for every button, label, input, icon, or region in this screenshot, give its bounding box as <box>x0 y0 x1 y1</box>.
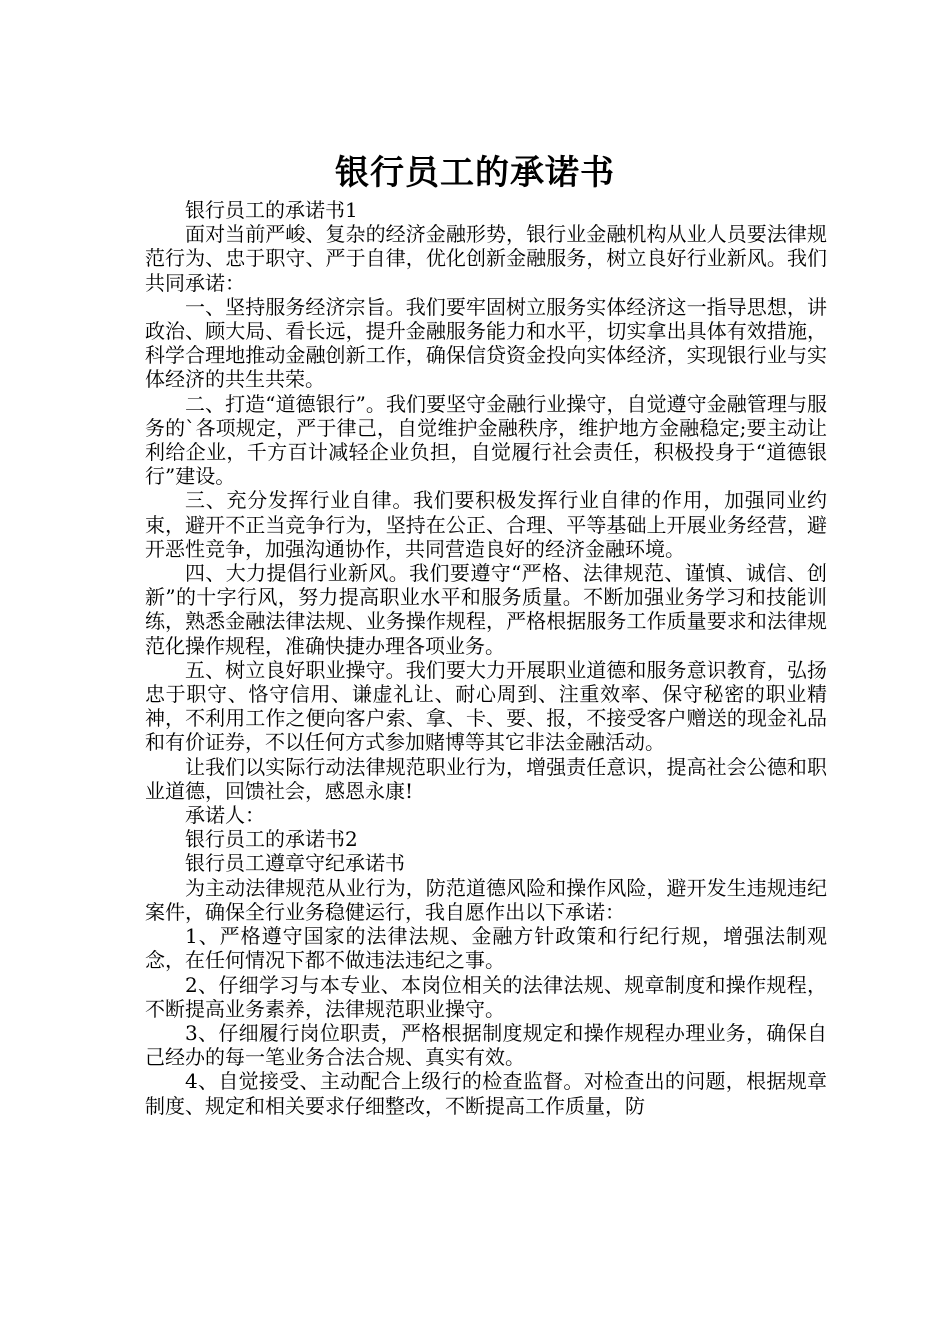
paragraph: 为主动法律规范从业行为，防范道德风险和操作风险，避开发生违规违纪案件，确保全行业务稳健运行，我自愿作出以下承诺： <box>145 875 827 924</box>
paragraph: 五、树立良好职业操守。我们要大力开展职业道德和服务意识教育，弘扬忠于职守、恪守信用、谦虚礼让、耐心周到、注重效率、保守秘密的职业精神，不利用工作之便向客户索、拿、卡、要、报，不接受客户赠送的现金礼品和有价证券，不以任何方式参加赌博等其它非法金融活动。 <box>145 657 827 755</box>
paragraph: 银行员工的承诺书1 <box>185 198 358 222</box>
paragraph: 承诺人： <box>185 803 265 828</box>
paragraph: 一、坚持服务经济宗旨。我们要牢固树立服务实体经济这一指导思想，讲政治、顾大局、看长远，提升金融服务能力和水平，切实拿出具体有效措施，科学合理地推动金融创新工作，确保信贷资金投向实体经济，实现银行业与实体经济的共生共荣。 <box>145 294 827 392</box>
paragraph: 四、大力提倡行业新风。我们要遵守“严格、法律规范、谨慎、诚信、创新”的十字行风，努力提高职业水平和服务质量。不断加强业务学习和技能训练，熟悉金融法律法规、业务操作规程，严格根据服务工作质量要求和法律规范化操作规程，准确快捷办理各项业务。 <box>145 561 827 658</box>
paragraph: 三、充分发挥行业自律。我们要积极发挥行业自律的作用，加强同业约束，避开不正当竞争行为，坚持在公正、合理、平等基础上开展业务经营，避开恶性竞争，加强沟通协作，共同营造良好的经济金融环境。 <box>145 488 827 561</box>
paragraph: 二、打造“道德银行”。我们要坚守金融行业操守，自觉遵守金融管理与服务的`各项规定，严于律己，自觉维护金融秩序，维护地方金融稳定;要主动让利给企业，千方百计减轻企业负担，自觉履行社会责任，积极投身于“道德银行”建设。 <box>145 391 827 489</box>
paragraph: 1、严格遵守国家的法律法规、金融方针政策和行纪行规，增强法制观念，在任何情况下都不做违法违纪之事。 <box>145 924 827 973</box>
document-body <box>145 198 827 1118</box>
paragraph: 3、仔细履行岗位职责，严格根据制度规定和操作规程办理业务，确保自己经办的每一笔业务合法合规、真实有效。 <box>145 1020 827 1070</box>
document-title: 银行员工的承诺书 <box>335 152 615 193</box>
paragraph: 让我们以实际行动法律规范职业行为，增强责任意识，提高社会公德和职业道德，回馈社会，感恩永康! <box>145 754 827 803</box>
paragraph: 银行员工的承诺书2 <box>185 827 358 852</box>
paragraph: 面对当前严峻、复杂的经济金融形势，银行业金融机构从业人员要法律规范行为、忠于职守、严于自律，优化创新金融服务，树立良好行业新风。我们共同承诺： <box>145 222 827 295</box>
paragraph: 4、自觉接受、主动配合上级行的检查监督。对检查出的问题，根据规章制度、规定和相关要求仔细整改，不断提高工作质量，防 <box>145 1069 827 1118</box>
paragraph: 银行员工遵章守纪承诺书 <box>185 851 405 876</box>
paragraph: 2、仔细学习与本专业、本岗位相关的法律法规、规章制度和操作规程，不断提高业务素养，法律规范职业操守。 <box>145 972 827 1021</box>
